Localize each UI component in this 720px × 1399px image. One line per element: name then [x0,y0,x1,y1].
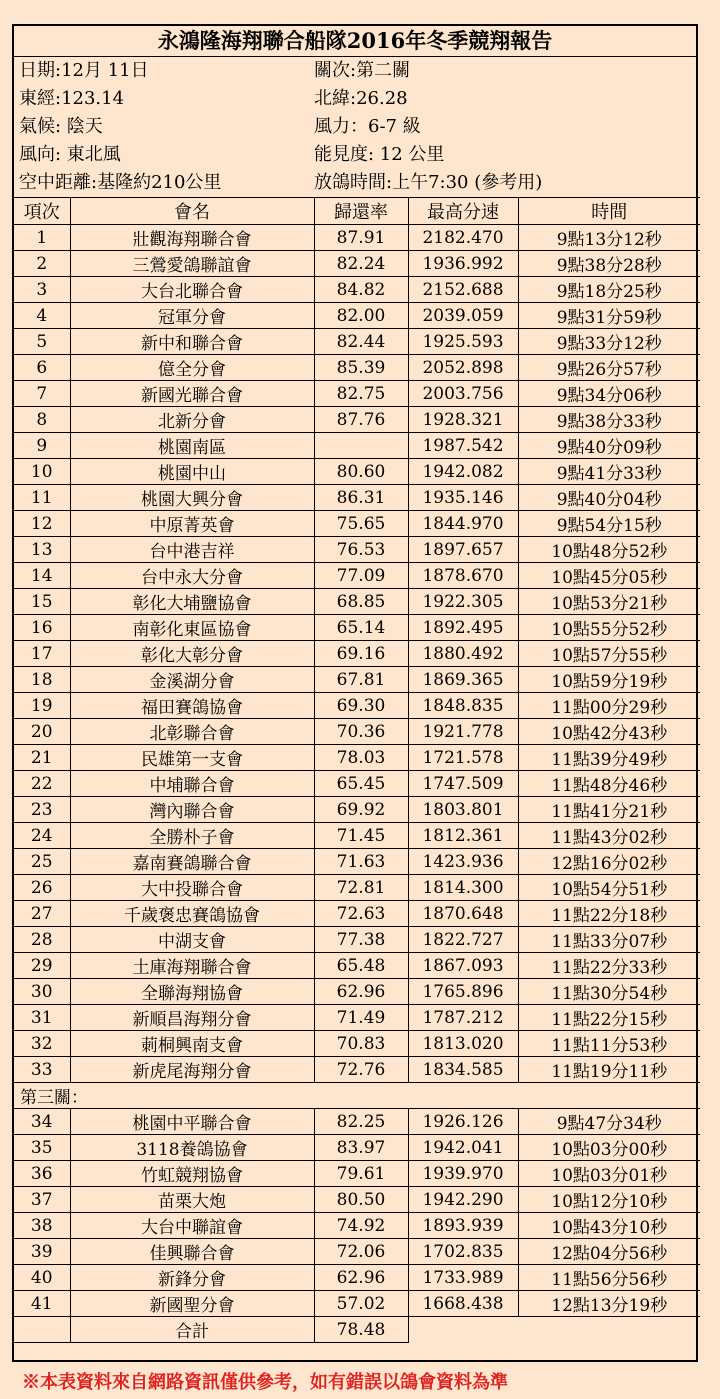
total-label: 合計 [70,1317,314,1343]
table-row [14,433,700,459]
cell-return-rate: 72.76 [314,1057,408,1083]
table-row [14,381,700,407]
table-row [14,1161,700,1187]
cell-top-speed: 1834.585 [408,1057,518,1083]
cell-rank: 22 [14,771,70,797]
cell-time: 10點42分43秒 [518,719,700,745]
cell-rank: 19 [14,693,70,719]
results-table [14,197,700,1343]
cell-rank: 3 [14,277,70,303]
table-row [14,355,700,381]
cell-top-speed: 1813.020 [408,1031,518,1057]
cell-time: 9點34分06秒 [518,381,700,407]
col-header-club: 會名 [70,198,314,225]
cell-time: 9點40分09秒 [518,433,700,459]
cell-top-speed: 1869.365 [408,667,518,693]
cell-time: 10點43分10秒 [518,1213,700,1239]
cell-club-name: 新順昌海翔分會 [70,1005,314,1031]
table-row [14,901,700,927]
cell-rank: 41 [14,1291,70,1317]
table-row [14,1213,700,1239]
cell-rank: 4 [14,303,70,329]
table-row [14,1135,700,1161]
cell-top-speed: 1870.648 [408,901,518,927]
cell-rank: 39 [14,1239,70,1265]
race-info [14,57,696,197]
cell-return-rate [314,433,408,459]
cell-top-speed: 1939.970 [408,1161,518,1187]
cell-top-speed: 2182.470 [408,225,518,251]
cell-club-name: 北新分會 [70,407,314,433]
cell-club-name: 台中港吉祥 [70,537,314,563]
cell-club-name: 佳興聯合會 [70,1239,314,1265]
cell-club-name: 土庫海翔聯合會 [70,953,314,979]
cell-return-rate: 69.30 [314,693,408,719]
cell-club-name: 大台北聯合會 [70,277,314,303]
cell-club-name: 灣內聯合會 [70,797,314,823]
cell-top-speed: 1812.361 [408,823,518,849]
cell-time: 11點56分56秒 [518,1265,700,1291]
cell-club-name: 全勝朴子會 [70,823,314,849]
cell-rank: 24 [14,823,70,849]
cell-rank: 17 [14,641,70,667]
cell-return-rate: 77.09 [314,563,408,589]
cell-club-name: 彰化大埔鹽協會 [70,589,314,615]
cell-club-name: 全聯海翔協會 [70,979,314,1005]
cell-time: 10點03分00秒 [518,1135,700,1161]
cell-rank: 30 [14,979,70,1005]
cell-return-rate: 80.50 [314,1187,408,1213]
col-header-rank: 項次 [14,198,70,225]
cell-rank: 35 [14,1135,70,1161]
release-time: 放鴿時間:上午7:30 (參考用) [314,172,543,193]
cell-time: 11點30分54秒 [518,979,700,1005]
cell-time: 10點55分52秒 [518,615,700,641]
disclaimer-note: ※本表資料來自網路資訊僅供參考，如有錯誤以鴿會資料為準 [22,1372,508,1393]
cell-club-name: 南彰化東區協會 [70,615,314,641]
race-report-sheet [12,24,698,1362]
cell-return-rate: 71.63 [314,849,408,875]
cell-club-name: 中埔聯合會 [70,771,314,797]
cell-club-name: 莿桐興南支會 [70,1031,314,1057]
table-row [14,459,700,485]
cell-time: 11點22分33秒 [518,953,700,979]
cell-top-speed: 2052.898 [408,355,518,381]
cell-time: 10點48分52秒 [518,537,700,563]
wind-force: 風力：6-7 級 [314,116,421,137]
cell-top-speed: 1702.835 [408,1239,518,1265]
cell-return-rate: 84.82 [314,277,408,303]
table-row [14,875,700,901]
col-header-return-rate: 歸還率 [314,198,408,225]
cell-rank: 18 [14,667,70,693]
cell-return-rate: 78.03 [314,745,408,771]
cell-time: 11點19分11秒 [518,1057,700,1083]
cell-club-name: 福田賽鴿協會 [70,693,314,719]
cell-top-speed: 1814.300 [408,875,518,901]
cell-time: 10點03分01秒 [518,1161,700,1187]
table-row [14,1057,700,1083]
air-distance: 空中距離:基隆約210公里 [19,172,222,193]
table-row [14,667,700,693]
cell-return-rate: 71.49 [314,1005,408,1031]
cell-time: 11點11分53秒 [518,1031,700,1057]
table-row [14,303,700,329]
table-row [14,1109,700,1135]
cell-return-rate: 80.60 [314,459,408,485]
table-row [14,1291,700,1317]
cell-club-name: 新鋒分會 [70,1265,314,1291]
wind-direction: 風向: 東北風 [19,144,121,165]
cell-top-speed: 1880.492 [408,641,518,667]
weather: 氣候: 陰天 [19,116,103,137]
table-row [14,927,700,953]
cell-time: 9點54分15秒 [518,511,700,537]
cell-return-rate: 82.75 [314,381,408,407]
cell-time: 11點33分07秒 [518,927,700,953]
cell-rank: 37 [14,1187,70,1213]
cell-top-speed: 1848.835 [408,693,518,719]
cell-rank: 29 [14,953,70,979]
report-title: 永鴻隆海翔聯合船隊2016年冬季競翔報告 [14,26,696,57]
cell-club-name: 大台中聯誼會 [70,1213,314,1239]
cell-club-name: 壯觀海翔聯合會 [70,225,314,251]
cell-return-rate: 65.14 [314,615,408,641]
cell-return-rate: 67.81 [314,667,408,693]
cell-return-rate: 77.38 [314,927,408,953]
table-row [14,771,700,797]
cell-club-name: 嘉南賽鴿聯合會 [70,849,314,875]
cell-rank: 15 [14,589,70,615]
table-row [14,225,700,251]
total-filler [408,1317,700,1343]
cell-return-rate: 83.97 [314,1135,408,1161]
cell-top-speed: 1922.305 [408,589,518,615]
table-row [14,563,700,589]
cell-return-rate: 86.31 [314,485,408,511]
visibility: 能見度: 12 公里 [314,144,445,165]
cell-return-rate: 69.92 [314,797,408,823]
table-row [14,693,700,719]
cell-club-name: 桃園南區 [70,433,314,459]
total-value: 78.48 [314,1317,408,1343]
cell-top-speed: 1926.126 [408,1109,518,1135]
cell-time: 11點48分46秒 [518,771,700,797]
cell-top-speed: 1942.290 [408,1187,518,1213]
cell-club-name: 大中投聯合會 [70,875,314,901]
cell-club-name: 民雄第一支會 [70,745,314,771]
cell-rank: 20 [14,719,70,745]
cell-time: 11點39分49秒 [518,745,700,771]
cell-club-name: 新國聖分會 [70,1291,314,1317]
cell-time: 12點13分19秒 [518,1291,700,1317]
table-row [14,1005,700,1031]
cell-club-name: 冠軍分會 [70,303,314,329]
cell-rank: 40 [14,1265,70,1291]
latitude: 北緯:26.28 [314,88,408,109]
cell-return-rate: 72.06 [314,1239,408,1265]
cell-time: 10點57分55秒 [518,641,700,667]
section-row [14,1083,700,1109]
cell-rank: 1 [14,225,70,251]
cell-return-rate: 65.48 [314,953,408,979]
table-row [14,1187,700,1213]
cell-time: 9點13分12秒 [518,225,700,251]
table-row [14,823,700,849]
cell-rank: 33 [14,1057,70,1083]
table-row [14,641,700,667]
cell-rank: 7 [14,381,70,407]
cell-time: 9點47分34秒 [518,1109,700,1135]
table-row [14,277,700,303]
cell-rank: 32 [14,1031,70,1057]
cell-top-speed: 1733.989 [408,1265,518,1291]
cell-return-rate: 74.92 [314,1213,408,1239]
cell-time: 12點16分02秒 [518,849,700,875]
cell-time: 10點12分10秒 [518,1187,700,1213]
cell-rank: 34 [14,1109,70,1135]
table-row [14,745,700,771]
cell-rank: 13 [14,537,70,563]
cell-rank: 16 [14,615,70,641]
race-date: 日期:12月 11日 [19,60,149,81]
cell-top-speed: 2152.688 [408,277,518,303]
cell-time: 9點40分04秒 [518,485,700,511]
cell-club-name: 3118養鴿協會 [70,1135,314,1161]
cell-club-name: 新國光聯合會 [70,381,314,407]
cell-top-speed: 1721.578 [408,745,518,771]
table-row [14,849,700,875]
cell-club-name: 億全分會 [70,355,314,381]
cell-time: 11點22分15秒 [518,1005,700,1031]
cell-return-rate: 82.00 [314,303,408,329]
cell-top-speed: 1987.542 [408,433,518,459]
table-row [14,719,700,745]
total-row [14,1317,700,1343]
cell-time: 10點53分21秒 [518,589,700,615]
race-stage: 關次:第二關 [314,60,411,81]
cell-rank: 36 [14,1161,70,1187]
cell-time: 9點33分12秒 [518,329,700,355]
table-row [14,537,700,563]
cell-top-speed: 1822.727 [408,927,518,953]
cell-time: 11點43分02秒 [518,823,700,849]
cell-rank: 28 [14,927,70,953]
cell-rank: 8 [14,407,70,433]
cell-club-name: 桃園大興分會 [70,485,314,511]
cell-return-rate: 69.16 [314,641,408,667]
cell-top-speed: 1893.939 [408,1213,518,1239]
cell-club-name: 彰化大彰分會 [70,641,314,667]
table-header-row [14,198,700,225]
cell-rank: 10 [14,459,70,485]
cell-rank: 38 [14,1213,70,1239]
cell-rank: 27 [14,901,70,927]
table-row [14,1239,700,1265]
cell-club-name: 中原菁英會 [70,511,314,537]
cell-club-name: 竹虹競翔協會 [70,1161,314,1187]
cell-return-rate: 75.65 [314,511,408,537]
cell-return-rate: 57.02 [314,1291,408,1317]
table-row [14,615,700,641]
cell-return-rate: 72.81 [314,875,408,901]
cell-rank: 23 [14,797,70,823]
cell-time: 9點31分59秒 [518,303,700,329]
cell-time: 10點45分05秒 [518,563,700,589]
cell-time: 9點38分28秒 [518,251,700,277]
cell-return-rate: 62.96 [314,979,408,1005]
cell-club-name: 新中和聯合會 [70,329,314,355]
cell-return-rate: 87.91 [314,225,408,251]
table-row [14,953,700,979]
cell-return-rate: 82.44 [314,329,408,355]
cell-top-speed: 1423.936 [408,849,518,875]
cell-time: 9點41分33秒 [518,459,700,485]
cell-top-speed: 1668.438 [408,1291,518,1317]
table-row [14,797,700,823]
cell-return-rate: 85.39 [314,355,408,381]
cell-club-name: 桃園中山 [70,459,314,485]
cell-rank: 26 [14,875,70,901]
cell-rank: 31 [14,1005,70,1031]
cell-rank: 25 [14,849,70,875]
table-row [14,407,700,433]
cell-rank: 6 [14,355,70,381]
cell-club-name: 台中永大分會 [70,563,314,589]
cell-time: 9點26分57秒 [518,355,700,381]
cell-return-rate: 79.61 [314,1161,408,1187]
cell-time: 10點54分51秒 [518,875,700,901]
section-label: 第三關： [14,1083,700,1109]
table-row [14,589,700,615]
cell-top-speed: 1803.801 [408,797,518,823]
cell-top-speed: 1844.970 [408,511,518,537]
cell-top-speed: 1942.082 [408,459,518,485]
col-header-time: 時間 [518,198,700,225]
cell-club-name: 金溪湖分會 [70,667,314,693]
cell-top-speed: 1925.593 [408,329,518,355]
cell-top-speed: 1878.670 [408,563,518,589]
cell-club-name: 北彰聯合會 [70,719,314,745]
cell-club-name: 中湖支會 [70,927,314,953]
total-blank [14,1317,70,1343]
table-row [14,329,700,355]
cell-top-speed: 1897.657 [408,537,518,563]
cell-rank: 12 [14,511,70,537]
cell-rank: 2 [14,251,70,277]
table-row [14,1031,700,1057]
cell-time: 9點18分25秒 [518,277,700,303]
cell-top-speed: 1921.778 [408,719,518,745]
cell-return-rate: 87.76 [314,407,408,433]
cell-top-speed: 1867.093 [408,953,518,979]
cell-top-speed: 1936.992 [408,251,518,277]
table-row [14,1265,700,1291]
cell-return-rate: 65.45 [314,771,408,797]
cell-rank: 14 [14,563,70,589]
table-row [14,511,700,537]
cell-top-speed: 1928.321 [408,407,518,433]
cell-return-rate: 71.45 [314,823,408,849]
cell-time: 11點41分21秒 [518,797,700,823]
cell-time: 12點04分56秒 [518,1239,700,1265]
cell-return-rate: 76.53 [314,537,408,563]
cell-return-rate: 70.36 [314,719,408,745]
cell-rank: 5 [14,329,70,355]
cell-top-speed: 2003.756 [408,381,518,407]
longitude: 東經:123.14 [19,88,125,109]
table-row [14,979,700,1005]
cell-return-rate: 68.85 [314,589,408,615]
cell-club-name: 苗栗大炮 [70,1187,314,1213]
cell-club-name: 三鶯愛鴿聯誼會 [70,251,314,277]
table-row [14,485,700,511]
cell-return-rate: 72.63 [314,901,408,927]
cell-rank: 9 [14,433,70,459]
table-row [14,251,700,277]
cell-rank: 11 [14,485,70,511]
cell-top-speed: 1787.212 [408,1005,518,1031]
cell-club-name: 桃園中平聯合會 [70,1109,314,1135]
cell-top-speed: 1892.495 [408,615,518,641]
cell-return-rate: 62.96 [314,1265,408,1291]
cell-top-speed: 1747.509 [408,771,518,797]
cell-time: 11點00分29秒 [518,693,700,719]
cell-top-speed: 1942.041 [408,1135,518,1161]
cell-top-speed: 2039.059 [408,303,518,329]
cell-club-name: 千歲褒忠賽鴿協會 [70,901,314,927]
cell-time: 10點59分19秒 [518,667,700,693]
cell-return-rate: 70.83 [314,1031,408,1057]
cell-time: 11點22分18秒 [518,901,700,927]
cell-top-speed: 1765.896 [408,979,518,1005]
cell-return-rate: 82.24 [314,251,408,277]
cell-rank: 21 [14,745,70,771]
cell-time: 9點38分33秒 [518,407,700,433]
cell-club-name: 新虎尾海翔分會 [70,1057,314,1083]
col-header-top-speed: 最高分速 [408,198,518,225]
cell-top-speed: 1935.146 [408,485,518,511]
cell-return-rate: 82.25 [314,1109,408,1135]
